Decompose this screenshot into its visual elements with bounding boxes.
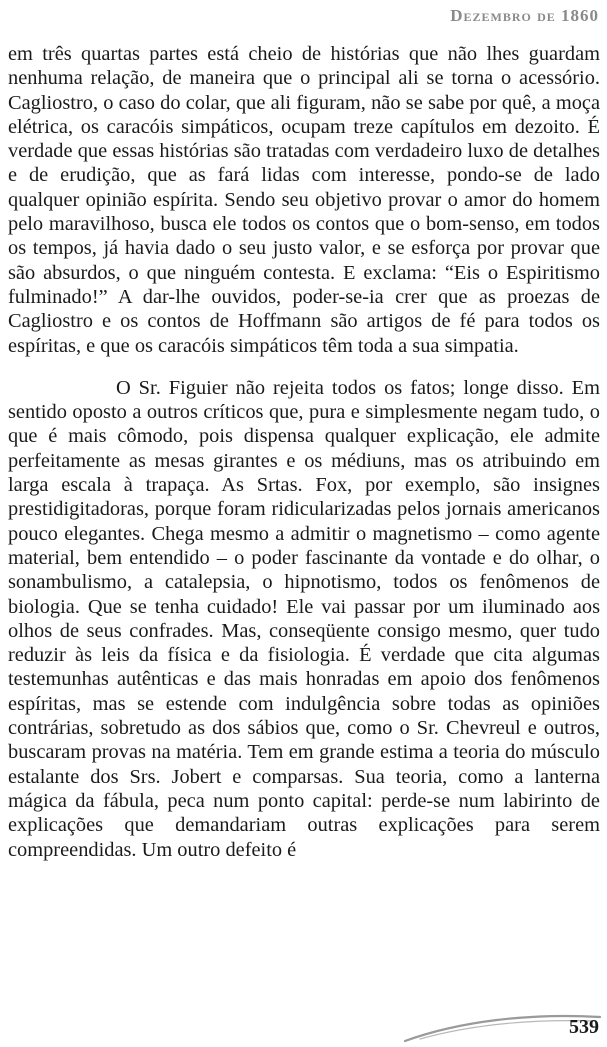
- footer-swoosh-ornament: [0, 997, 607, 1047]
- running-header: Dezembro de 1860: [450, 6, 599, 25]
- page-number: 539: [569, 1016, 599, 1038]
- paragraph-1: em três quartas partes está cheio de histórias que não lhes guardam nenhuma relação, de maneira que o principal ali se torna o acessório. Cagliostro, o caso do colar, que ali figuram, não se sabe por quê, a moça elétrica, os caracóis simpáticos, ocupam treze capítulos em dezoito. É verdade que essas histórias são tratadas com verdadeiro luxo de detalhes e de erudição, que as fará lidas com interesse, pondo-se de lado qualquer opinião espírita. Sendo seu objetivo provar o amor do homem pelo maravilhoso, busca ele todos os contos que o bom-senso, em todos os tempos, já havia dado o seu justo valor, e se esforça por provar que são absurdos, o que ninguém contesta. E exclama: “Eis o Espiritismo fulminado!” A dar-lhe ouvidos, poder-se-ia crer que as proezas de Cagliostro e os contos de Hoffmann são artigos de fé para todos os espíritas, e que os caracóis simpáticos têm toda a sua simpatia.: [8, 43, 600, 357]
- paragraph-2: O Sr. Figuier não rejeita todos os fatos; longe disso. Em sentido oposto a outros críticos que, pura e simplesmente negam tudo, o que é mais cômodo, pois dispensa qualquer explicação, ele admite perfeitamente as mesas girantes e os médiuns, mas os atribuindo em larga escala à trapaça. As Srtas. Fox, por exemplo, são insignes prestidigitadoras, porque foram ridicularizadas pelos jornais americanos pouco elegantes. Chega mesmo a admitir o magnetismo – como agente material, bem entendido – o poder fascinante da vontade e do olhar, o sonambulismo, a catalepsia, o hipnotismo, todos os fenômenos de biologia. Que se tenha cuidado! Ele vai passar por um iluminado aos olhos de seus confrades. Mas, conseqüente consigo mesmo, quer tudo reduzir às leis da física e da fisiologia. É verdade que cita algumas testemunhas autênticas e das mais honradas em apoio dos fenômenos espíritas, mas se estende com indulgência sobre todas as opiniões contrárias, sobretudo as dos sábios que, como o Sr. Chevreul e outros, buscaram provas na matéria. Tem em grande estima a teoria do músculo estalante dos Srs. Jobert e comparsas. Sua teoria, como a lanterna mágica da fábula, peca num ponto capital: perde-se num labirinto de explicações que demandariam outras explicações para serem compreendidas. Um outro defeito é: [8, 376, 600, 861]
- page-body: [8, 42, 600, 862]
- page-footer: [0, 997, 607, 1047]
